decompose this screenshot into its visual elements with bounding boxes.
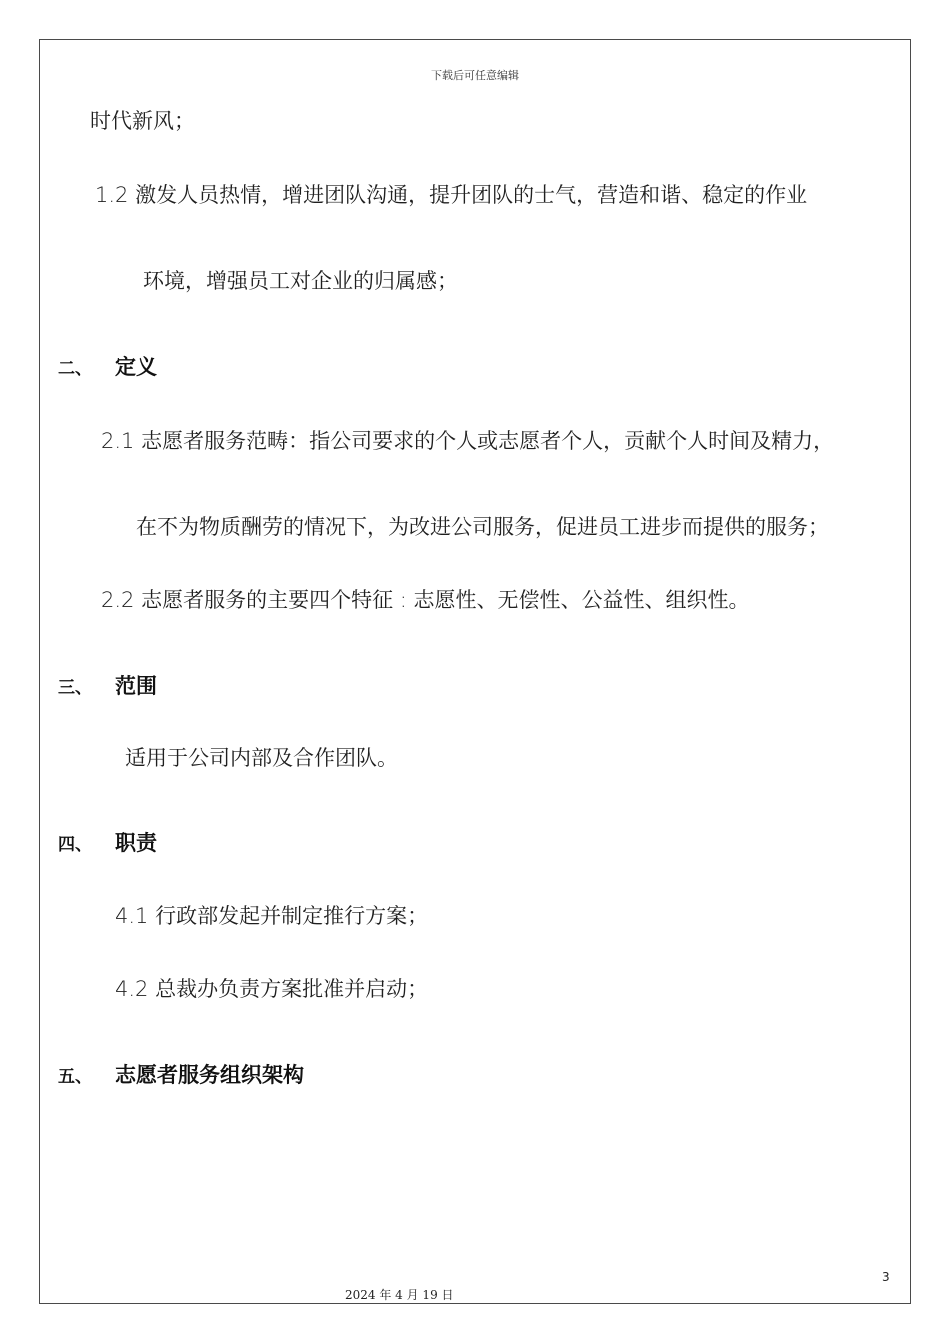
item-1-2-line-2: 环境，增强员工对企业的归属感；: [143, 269, 458, 293]
item-2-1-line-1: 2.1 志愿者服务范畴：指公司要求的个人或志愿者个人，贡献个人时间及精力，: [101, 429, 835, 453]
item-2-2: 2.2 志愿者服务的主要四个特征 : 志愿性、无偿性、公益性、组织性。: [101, 588, 750, 612]
page-number: 3: [882, 1270, 890, 1284]
page-frame: [39, 39, 911, 1304]
section-title-definition: 定义: [115, 355, 157, 379]
section-number-duties: 四、: [58, 835, 92, 855]
section-title-scope: 范围: [115, 674, 157, 698]
intro-line-tail: 时代新风；: [90, 109, 195, 133]
item-4-2: 4.2 总裁办负责方案批准并启动；: [115, 977, 429, 1001]
section-title-duties: 职责: [115, 831, 157, 855]
section-number-organization: 五、: [58, 1067, 92, 1087]
header-note: 下载后可任意编辑: [431, 69, 519, 82]
section-number-scope: 三、: [58, 678, 92, 698]
scope-text: 适用于公司内部及合作团队。: [125, 746, 398, 770]
item-2-1-line-2: 在不为物质酬劳的情况下，为改进公司服务，促进员工进步而提供的服务；: [136, 515, 829, 539]
item-4-1: 4.1 行政部发起并制定推行方案；: [115, 904, 429, 928]
footer-date: 2024 年 4 月 19 日: [345, 1288, 454, 1302]
item-1-2-line-1: 1.2 激发人员热情，增进团队沟通，提升团队的士气，营造和谐、稳定的作业: [95, 183, 808, 207]
section-number-definition: 二、: [58, 359, 92, 379]
section-title-organization: 志愿者服务组织架构: [115, 1063, 304, 1087]
